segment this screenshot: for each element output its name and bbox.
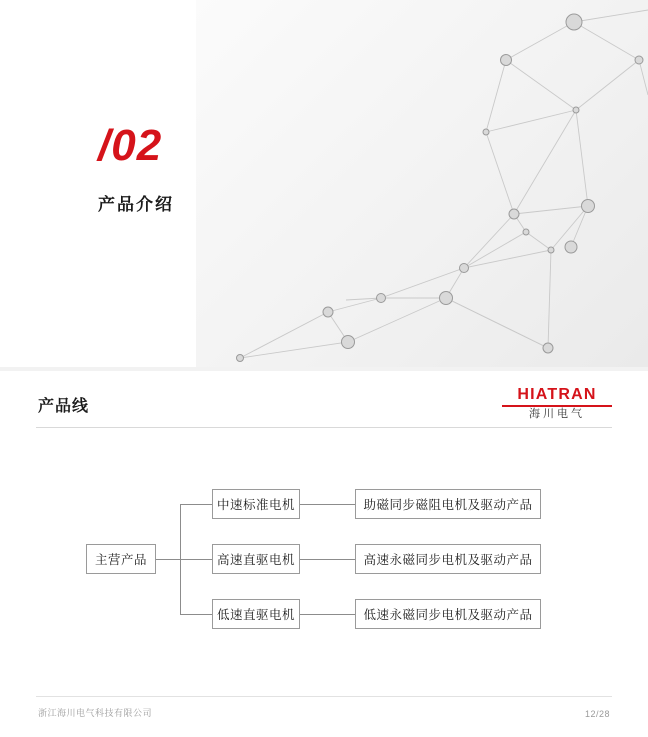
network-graphic-panel xyxy=(196,0,648,367)
footer-company: 浙江海川电气科技有限公司 xyxy=(38,708,153,718)
diagram-node-root: 主营产品 xyxy=(86,544,156,574)
diagram-node-mid-1: 中速标准电机 xyxy=(212,489,300,519)
footer-page-number: 12/28 xyxy=(584,709,610,719)
connector-root-to-trunk xyxy=(156,559,180,560)
connector-mid-to-leaf-1 xyxy=(300,504,355,505)
page-title: 产品线 xyxy=(38,398,90,415)
title-divider xyxy=(36,427,612,428)
connector-mid-to-leaf-2 xyxy=(300,559,355,560)
slide1-left-panel xyxy=(0,0,196,367)
section-number: /02 xyxy=(98,121,163,170)
diagram-node-mid-2: 高速直驱电机 xyxy=(212,544,300,574)
diagram-node-leaf-2: 高速永磁同步电机及驱动产品 xyxy=(355,544,541,574)
section-divider-slide xyxy=(0,0,648,367)
diagram-node-mid-3: 低速直驱电机 xyxy=(212,599,300,629)
product-line-slide xyxy=(0,371,648,737)
connector-trunk-to-mid-3 xyxy=(180,614,212,615)
logo-bar xyxy=(502,405,612,407)
logo-text-cn: 海川电气 xyxy=(529,407,585,420)
connector-trunk-to-mid-1 xyxy=(180,504,212,505)
logo-text-en: HIATRAN xyxy=(517,386,597,403)
diagram-node-leaf-1: 助磁同步磁阻电机及驱动产品 xyxy=(355,489,541,519)
footer-divider xyxy=(36,696,612,697)
connector-mid-to-leaf-3 xyxy=(300,614,355,615)
product-line-diagram xyxy=(0,461,648,691)
company-logo xyxy=(502,387,612,421)
section-title: 产品介绍 xyxy=(98,195,174,214)
diagram-node-leaf-3: 低速永磁同步电机及驱动产品 xyxy=(355,599,541,629)
connector-trunk-to-mid-2 xyxy=(180,559,212,560)
network-nodes-graphic xyxy=(196,0,648,367)
